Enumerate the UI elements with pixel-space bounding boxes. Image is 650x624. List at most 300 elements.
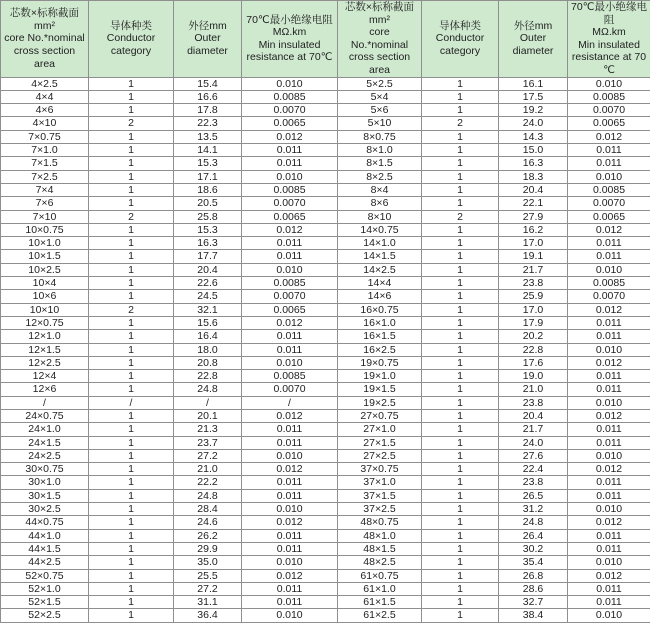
- cell-core-section: 12×1.5: [1, 343, 89, 356]
- cell-core-section: 16×0.75: [338, 303, 422, 316]
- cell-insulation-resistance: 0.010: [568, 556, 650, 569]
- cell-outer-diameter: 21.7: [499, 423, 568, 436]
- cell-conductor-category: 1: [89, 409, 174, 422]
- cell-conductor-category: 1: [422, 170, 499, 183]
- cell-outer-diameter: 22.6: [174, 277, 242, 290]
- cell-outer-diameter: 25.8: [174, 210, 242, 223]
- cell-outer-diameter: 24.8: [174, 383, 242, 396]
- cell-core-section: 4×6: [1, 104, 89, 117]
- cell-insulation-resistance: 0.010: [568, 343, 650, 356]
- cell-core-section: 30×1.0: [1, 476, 89, 489]
- cell-outer-diameter: 13.5: [174, 130, 242, 143]
- cell-conductor-category: 1: [89, 463, 174, 476]
- cell-outer-diameter: 19.2: [499, 104, 568, 117]
- cell-insulation-resistance: 0.011: [568, 237, 650, 250]
- table-row: [1, 250, 650, 263]
- header-insulation-resistance-right: [568, 1, 650, 78]
- header-line: Outer: [519, 32, 547, 45]
- cell-core-section: 19×0.75: [338, 356, 422, 369]
- cell-insulation-resistance: 0.012: [242, 223, 338, 236]
- cell-outer-diameter: 15.3: [174, 223, 242, 236]
- header-line: cross section: [13, 45, 76, 58]
- cell-outer-diameter: 17.1: [174, 170, 242, 183]
- cell-core-section: 19×1.5: [338, 383, 422, 396]
- cell-outer-diameter: 16.1: [499, 77, 568, 90]
- cell-core-section: 16×2.5: [338, 343, 422, 356]
- cell-insulation-resistance: 0.010: [242, 449, 338, 462]
- cell-conductor-category: 1: [422, 144, 499, 157]
- cell-conductor-category: 1: [89, 250, 174, 263]
- cell-outer-diameter: 20.1: [174, 409, 242, 422]
- cell-core-section: 14×6: [338, 290, 422, 303]
- cell-outer-diameter: 21.7: [499, 263, 568, 276]
- cell-insulation-resistance: 0.010: [242, 609, 338, 622]
- header-insulation-resistance-left: [242, 1, 338, 78]
- cell-insulation-resistance: 0.011: [568, 157, 650, 170]
- cell-outer-diameter: 20.2: [499, 330, 568, 343]
- cell-conductor-category: 1: [422, 489, 499, 502]
- cell-outer-diameter: 15.0: [499, 144, 568, 157]
- cell-conductor-category: 1: [89, 77, 174, 90]
- header-line: MΩ.km: [592, 26, 626, 39]
- cell-core-section: 8×1.5: [338, 157, 422, 170]
- cell-core-section: 44×0.75: [1, 516, 89, 529]
- cell-conductor-category: 1: [89, 383, 174, 396]
- cell-conductor-category: /: [89, 396, 174, 409]
- cell-outer-diameter: 19.0: [499, 370, 568, 383]
- cell-core-section: 8×4: [338, 183, 422, 196]
- cell-conductor-category: 1: [89, 237, 174, 250]
- cell-conductor-category: 1: [89, 157, 174, 170]
- cell-conductor-category: 1: [422, 516, 499, 529]
- table-row: [1, 356, 650, 369]
- cell-conductor-category: 1: [422, 436, 499, 449]
- cell-outer-diameter: 23.8: [499, 277, 568, 290]
- cell-outer-diameter: 21.0: [174, 463, 242, 476]
- cell-outer-diameter: 15.4: [174, 77, 242, 90]
- cell-outer-diameter: 16.3: [174, 237, 242, 250]
- cell-outer-diameter: 17.9: [499, 316, 568, 329]
- table-row: [1, 423, 650, 436]
- table-row: [1, 609, 650, 622]
- cell-insulation-resistance: 0.0065: [242, 210, 338, 223]
- cell-insulation-resistance: 0.010: [568, 609, 650, 622]
- cell-insulation-resistance: 0.011: [568, 542, 650, 555]
- header-line: category: [439, 45, 481, 58]
- cell-conductor-category: 1: [422, 90, 499, 103]
- cell-conductor-category: 1: [89, 423, 174, 436]
- cell-conductor-category: 1: [89, 104, 174, 117]
- cell-outer-diameter: 17.5: [499, 90, 568, 103]
- cell-core-section: 24×2.5: [1, 449, 89, 462]
- cell-outer-diameter: 20.8: [174, 356, 242, 369]
- cell-core-section: 12×6: [1, 383, 89, 396]
- cell-insulation-resistance: 0.012: [568, 130, 650, 143]
- cell-conductor-category: 1: [89, 343, 174, 356]
- cell-outer-diameter: /: [174, 396, 242, 409]
- cell-conductor-category: 1: [89, 170, 174, 183]
- cell-insulation-resistance: 0.012: [568, 303, 650, 316]
- cell-outer-diameter: 24.8: [174, 489, 242, 502]
- cell-conductor-category: 1: [422, 556, 499, 569]
- cell-core-section: 14×0.75: [338, 223, 422, 236]
- cell-outer-diameter: 15.3: [174, 157, 242, 170]
- header-core-section-left: [1, 1, 89, 78]
- cell-insulation-resistance: 0.011: [568, 582, 650, 595]
- cell-outer-diameter: 27.6: [499, 449, 568, 462]
- cell-core-section: 19×2.5: [338, 396, 422, 409]
- cell-outer-diameter: 22.8: [174, 370, 242, 383]
- cell-conductor-category: 1: [89, 290, 174, 303]
- header-line: MΩ.km: [272, 26, 307, 39]
- cell-insulation-resistance: 0.011: [568, 596, 650, 609]
- cell-conductor-category: 1: [89, 569, 174, 582]
- cell-insulation-resistance: 0.0070: [568, 104, 650, 117]
- header-line: core: [369, 26, 390, 39]
- cell-insulation-resistance: 0.0070: [242, 383, 338, 396]
- header-line: 芯数×标称截面: [9, 7, 80, 20]
- cell-outer-diameter: 36.4: [174, 609, 242, 622]
- cell-insulation-resistance: 0.011: [568, 489, 650, 502]
- table-row: [1, 303, 650, 316]
- cell-insulation-resistance: 0.010: [568, 170, 650, 183]
- cell-outer-diameter: 16.6: [174, 90, 242, 103]
- cell-core-section: 27×2.5: [338, 449, 422, 462]
- cell-conductor-category: 1: [89, 90, 174, 103]
- table-header: [1, 1, 650, 78]
- cell-core-section: 7×2.5: [1, 170, 89, 183]
- cell-core-section: 7×10: [1, 210, 89, 223]
- cell-outer-diameter: 17.6: [499, 356, 568, 369]
- table-row: [1, 383, 650, 396]
- cell-insulation-resistance: 0.0085: [568, 277, 650, 290]
- cell-core-section: 37×0.75: [338, 463, 422, 476]
- cell-insulation-resistance: 0.0085: [242, 90, 338, 103]
- cell-conductor-category: 1: [422, 569, 499, 582]
- cell-outer-diameter: 21.0: [499, 383, 568, 396]
- cell-conductor-category: 1: [422, 343, 499, 356]
- cell-conductor-category: 1: [89, 130, 174, 143]
- cell-insulation-resistance: 0.0065: [242, 117, 338, 130]
- cell-insulation-resistance: 0.011: [242, 489, 338, 502]
- cell-conductor-category: 1: [89, 370, 174, 383]
- cell-outer-diameter: 18.6: [174, 183, 242, 196]
- cell-insulation-resistance: 0.011: [242, 436, 338, 449]
- cell-conductor-category: 1: [422, 396, 499, 409]
- cell-conductor-category: 1: [89, 556, 174, 569]
- cell-outer-diameter: 22.3: [174, 117, 242, 130]
- cell-core-section: 30×0.75: [1, 463, 89, 476]
- header-line: 导体种类: [110, 19, 152, 32]
- cell-outer-diameter: 23.7: [174, 436, 242, 449]
- cell-core-section: 24×1.5: [1, 436, 89, 449]
- cell-insulation-resistance: 0.010: [568, 396, 650, 409]
- cell-outer-diameter: 20.5: [174, 197, 242, 210]
- cell-conductor-category: 1: [89, 197, 174, 210]
- cell-core-section: 5×4: [338, 90, 422, 103]
- cell-outer-diameter: 35.0: [174, 556, 242, 569]
- cell-core-section: 19×1.0: [338, 370, 422, 383]
- cell-insulation-resistance: 0.011: [242, 596, 338, 609]
- cell-conductor-category: 2: [422, 117, 499, 130]
- cell-outer-diameter: 30.2: [499, 542, 568, 555]
- cell-conductor-category: 1: [422, 104, 499, 117]
- cell-conductor-category: 1: [422, 383, 499, 396]
- table-row: [1, 529, 650, 542]
- table-row: [1, 170, 650, 183]
- cell-conductor-category: 1: [422, 77, 499, 90]
- cell-outer-diameter: 21.3: [174, 423, 242, 436]
- cell-insulation-resistance: 0.0070: [242, 197, 338, 210]
- cell-core-section: 37×1.5: [338, 489, 422, 502]
- cell-outer-diameter: 16.4: [174, 330, 242, 343]
- cell-core-section: 37×1.0: [338, 476, 422, 489]
- cell-core-section: 7×4: [1, 183, 89, 196]
- cell-insulation-resistance: 0.0085: [568, 183, 650, 196]
- cell-outer-diameter: 16.2: [499, 223, 568, 236]
- cell-core-section: 8×6: [338, 197, 422, 210]
- cell-conductor-category: 1: [422, 503, 499, 516]
- cell-conductor-category: 1: [89, 529, 174, 542]
- cell-outer-diameter: 15.6: [174, 316, 242, 329]
- cell-insulation-resistance: 0.0085: [568, 90, 650, 103]
- cell-core-section: 48×1.0: [338, 529, 422, 542]
- cell-core-section: 12×2.5: [1, 356, 89, 369]
- cell-outer-diameter: 26.2: [174, 529, 242, 542]
- cell-outer-diameter: 22.4: [499, 463, 568, 476]
- cell-outer-diameter: 22.8: [499, 343, 568, 356]
- cell-conductor-category: 1: [422, 277, 499, 290]
- table-row: [1, 330, 650, 343]
- cell-core-section: 4×10: [1, 117, 89, 130]
- cell-insulation-resistance: 0.012: [568, 516, 650, 529]
- cell-conductor-category: 1: [422, 250, 499, 263]
- table-row: [1, 409, 650, 422]
- header-row: [1, 1, 650, 78]
- cell-core-section: 30×2.5: [1, 503, 89, 516]
- cell-outer-diameter: 26.4: [499, 529, 568, 542]
- cell-insulation-resistance: 0.0065: [242, 303, 338, 316]
- cell-outer-diameter: 22.1: [499, 197, 568, 210]
- cell-insulation-resistance: 0.011: [568, 370, 650, 383]
- cell-core-section: 52×1.5: [1, 596, 89, 609]
- header-line: 导体种类: [439, 19, 481, 32]
- cell-outer-diameter: 17.8: [174, 104, 242, 117]
- cell-conductor-category: 1: [422, 157, 499, 170]
- table-row: [1, 223, 650, 236]
- cell-insulation-resistance: 0.011: [568, 330, 650, 343]
- cell-conductor-category: 1: [89, 476, 174, 489]
- cell-insulation-resistance: 0.012: [242, 316, 338, 329]
- cell-core-section: 10×1.5: [1, 250, 89, 263]
- cell-insulation-resistance: 0.011: [242, 542, 338, 555]
- cell-conductor-category: 2: [89, 210, 174, 223]
- cell-insulation-resistance: 0.011: [242, 330, 338, 343]
- table-row: [1, 117, 650, 130]
- cell-insulation-resistance: 0.011: [568, 436, 650, 449]
- cell-core-section: 16×1.5: [338, 330, 422, 343]
- cell-insulation-resistance: 0.010: [242, 170, 338, 183]
- header-line: diameter: [187, 45, 228, 58]
- cell-core-section: 37×2.5: [338, 503, 422, 516]
- cell-insulation-resistance: 0.010: [568, 503, 650, 516]
- cell-outer-diameter: 32.1: [174, 303, 242, 316]
- cell-insulation-resistance: 0.010: [568, 77, 650, 90]
- cell-insulation-resistance: 0.0065: [568, 210, 650, 223]
- table-row: [1, 569, 650, 582]
- cell-conductor-category: 2: [422, 210, 499, 223]
- cell-core-section: 61×1.5: [338, 596, 422, 609]
- cell-outer-diameter: 32.7: [499, 596, 568, 609]
- cell-conductor-category: 1: [89, 609, 174, 622]
- cell-outer-diameter: 27.9: [499, 210, 568, 223]
- cell-outer-diameter: 20.4: [499, 183, 568, 196]
- cell-insulation-resistance: 0.011: [242, 144, 338, 157]
- cell-insulation-resistance: 0.010: [242, 263, 338, 276]
- header-line: Min insulated: [578, 38, 640, 51]
- cell-conductor-category: 1: [89, 277, 174, 290]
- cell-core-section: 8×1.0: [338, 144, 422, 157]
- table-row: [1, 183, 650, 196]
- cell-outer-diameter: 38.4: [499, 609, 568, 622]
- cell-outer-diameter: 24.5: [174, 290, 242, 303]
- table-row: [1, 144, 650, 157]
- cell-conductor-category: 2: [89, 303, 174, 316]
- header-outer-diameter-left: [174, 1, 242, 78]
- table-row: [1, 237, 650, 250]
- cell-outer-diameter: 27.2: [174, 582, 242, 595]
- table-row: [1, 77, 650, 90]
- table-row: [1, 263, 650, 276]
- cell-conductor-category: 1: [422, 130, 499, 143]
- cell-core-section: 52×1.0: [1, 582, 89, 595]
- cell-conductor-category: 1: [422, 476, 499, 489]
- cell-outer-diameter: 18.0: [174, 343, 242, 356]
- cell-insulation-resistance: 0.011: [242, 237, 338, 250]
- cell-conductor-category: 1: [89, 436, 174, 449]
- cell-conductor-category: 1: [422, 463, 499, 476]
- cell-conductor-category: 1: [89, 316, 174, 329]
- cell-outer-diameter: 35.4: [499, 556, 568, 569]
- cell-insulation-resistance: 0.011: [242, 529, 338, 542]
- header-line: area: [33, 57, 55, 70]
- cell-core-section: 61×0.75: [338, 569, 422, 582]
- cell-conductor-category: 1: [89, 489, 174, 502]
- cell-insulation-resistance: 0.012: [568, 223, 650, 236]
- cell-insulation-resistance: 0.0070: [568, 290, 650, 303]
- header-conductor-category-right: [422, 1, 499, 78]
- table-row: [1, 463, 650, 476]
- cell-conductor-category: 1: [422, 263, 499, 276]
- table-row: [1, 157, 650, 170]
- header-line: Outer: [194, 32, 221, 45]
- cell-insulation-resistance: 0.011: [242, 250, 338, 263]
- cell-outer-diameter: 17.0: [499, 303, 568, 316]
- table-row: [1, 503, 650, 516]
- cell-outer-diameter: 24.6: [174, 516, 242, 529]
- cell-outer-diameter: 24.0: [499, 117, 568, 130]
- table-row: [1, 436, 650, 449]
- cell-core-section: 44×1.5: [1, 542, 89, 555]
- cell-outer-diameter: 24.8: [499, 516, 568, 529]
- table-row: [1, 197, 650, 210]
- cell-core-section: 48×0.75: [338, 516, 422, 529]
- cell-core-section: 8×0.75: [338, 130, 422, 143]
- cell-core-section: 48×1.5: [338, 542, 422, 555]
- cell-conductor-category: 1: [422, 409, 499, 422]
- table-row: [1, 316, 650, 329]
- cell-insulation-resistance: 0.010: [242, 356, 338, 369]
- cell-insulation-resistance: 0.0085: [242, 277, 338, 290]
- cell-insulation-resistance: 0.012: [242, 130, 338, 143]
- header-line: resistance at 70: [571, 51, 647, 64]
- header-line: resistance at 70℃: [246, 51, 333, 64]
- cell-core-section: 30×1.5: [1, 489, 89, 502]
- cell-conductor-category: 1: [89, 449, 174, 462]
- cell-core-section: 27×1.0: [338, 423, 422, 436]
- cell-core-section: /: [1, 396, 89, 409]
- cell-insulation-resistance: 0.012: [242, 569, 338, 582]
- cell-insulation-resistance: 0.011: [568, 476, 650, 489]
- header-line: 70℃最小绝缘电阻: [246, 13, 333, 26]
- cell-insulation-resistance: 0.011: [242, 423, 338, 436]
- cell-core-section: 7×0.75: [1, 130, 89, 143]
- cell-core-section: 4×2.5: [1, 77, 89, 90]
- cell-core-section: 10×4: [1, 277, 89, 290]
- header-line: 外径mm: [513, 19, 553, 32]
- cell-outer-diameter: 17.0: [499, 237, 568, 250]
- cell-conductor-category: 1: [422, 423, 499, 436]
- cell-conductor-category: 1: [422, 290, 499, 303]
- cell-insulation-resistance: 0.0070: [568, 197, 650, 210]
- cell-core-section: 4×4: [1, 90, 89, 103]
- cell-conductor-category: 1: [422, 596, 499, 609]
- header-line: cross section: [348, 51, 411, 64]
- table-row: [1, 489, 650, 502]
- header-line: diameter: [512, 45, 554, 58]
- cell-outer-diameter: 17.7: [174, 250, 242, 263]
- cell-insulation-resistance: 0.012: [568, 409, 650, 422]
- cell-insulation-resistance: 0.012: [242, 516, 338, 529]
- cell-outer-diameter: 31.1: [174, 596, 242, 609]
- cell-outer-diameter: 19.1: [499, 250, 568, 263]
- cell-core-section: 52×0.75: [1, 569, 89, 582]
- cell-outer-diameter: 24.0: [499, 436, 568, 449]
- cell-core-section: 5×10: [338, 117, 422, 130]
- cell-conductor-category: 1: [89, 503, 174, 516]
- cell-outer-diameter: 27.2: [174, 449, 242, 462]
- table-row: [1, 542, 650, 555]
- cell-core-section: 12×4: [1, 370, 89, 383]
- cell-conductor-category: 1: [422, 303, 499, 316]
- cell-conductor-category: 1: [89, 356, 174, 369]
- cell-insulation-resistance: 0.011: [568, 316, 650, 329]
- cell-core-section: 48×2.5: [338, 556, 422, 569]
- cell-outer-diameter: 18.3: [499, 170, 568, 183]
- cell-conductor-category: 1: [422, 542, 499, 555]
- cell-conductor-category: 1: [89, 596, 174, 609]
- cell-core-section: 12×1.0: [1, 330, 89, 343]
- header-line: core No.*nominal: [4, 32, 85, 45]
- table-row: [1, 476, 650, 489]
- table-body: [1, 77, 650, 622]
- cell-insulation-resistance: 0.012: [568, 463, 650, 476]
- cell-core-section: 10×10: [1, 303, 89, 316]
- table-row: [1, 516, 650, 529]
- cell-outer-diameter: 26.5: [499, 489, 568, 502]
- cell-insulation-resistance: 0.012: [568, 356, 650, 369]
- cell-conductor-category: 1: [422, 449, 499, 462]
